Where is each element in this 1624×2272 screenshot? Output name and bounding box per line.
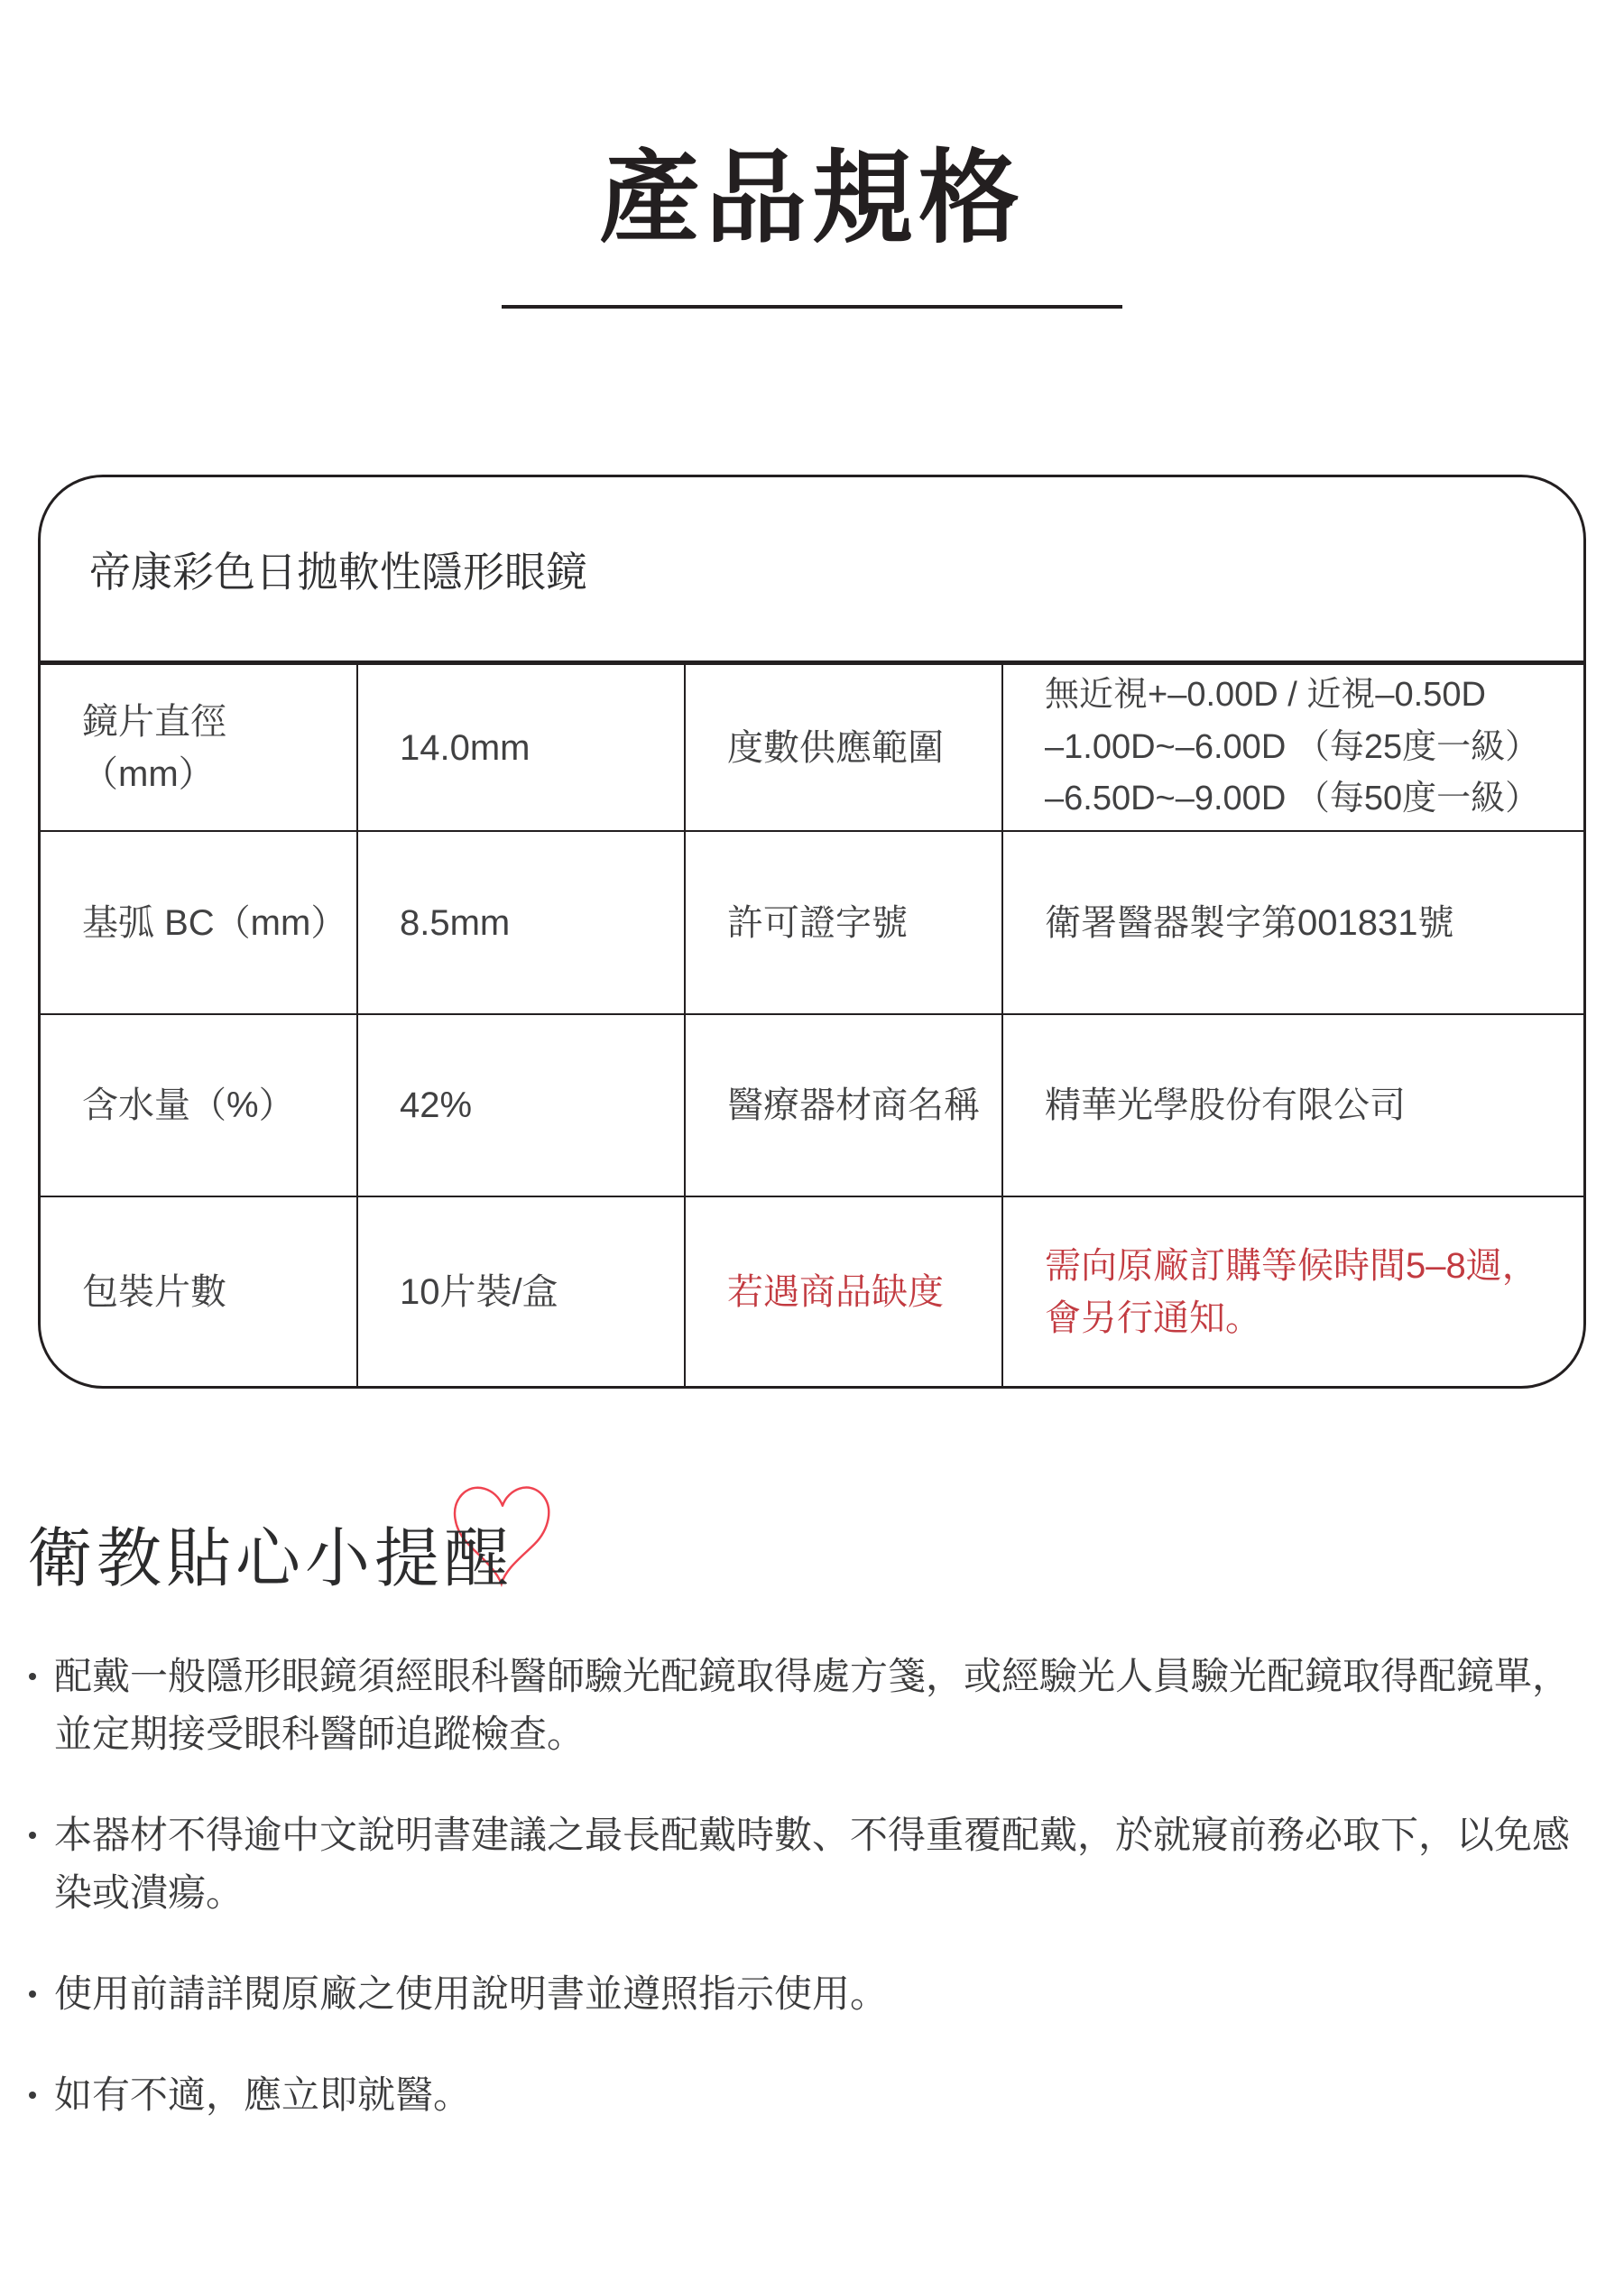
shortage-note-line: 需向原廠訂購等候時間5–8週，: [1045, 1245, 1538, 1286]
spec-value-power-range: [1001, 665, 1583, 830]
health-tips-section: [27, 1524, 1597, 2124]
vendor-name-text: 精華光學股份有限公司: [1045, 1085, 1406, 1125]
tips-heading: 衛教貼心小提醒: [27, 1523, 514, 1595]
shortage-note-line: 會另行通知。: [1045, 1298, 1261, 1338]
power-range-line: 無近視+–0.00D / 近視–0.50D: [1045, 675, 1486, 714]
title-underline: [502, 305, 1122, 309]
tip-item: 配戴一般隱形眼鏡須經眼科醫師驗光配鏡取得處方箋，或經驗光人員驗光配鏡取得配鏡單，並定期接受眼科醫師追蹤檢查。: [27, 1648, 1597, 1763]
tip-item: 使用前請詳閱原廠之使用說明書並遵照指示使用。: [27, 1965, 1597, 2023]
spec-value-water-content: 42%: [356, 1015, 684, 1196]
spec-label-power-range: 度數供應範圍: [684, 665, 1001, 830]
spec-value-license-number: [1001, 832, 1583, 1013]
spec-value-shortage-note: [1001, 1197, 1583, 1386]
power-range-line: –6.50D~–9.00D （每50度一級）: [1045, 780, 1540, 818]
spec-label-base-curve: 基弧 BC（mm）: [82, 902, 347, 943]
table-row: [41, 1013, 1583, 1196]
spec-value-lens-diameter: 14.0mm: [356, 665, 684, 830]
spec-value-package-count: 10片裝/盒: [356, 1197, 684, 1386]
tips-list: [27, 1648, 1597, 2124]
spec-label-water-content: 含水量（%）: [82, 1085, 295, 1125]
spec-label-vendor-name: 醫療器材商名稱: [684, 1015, 1001, 1196]
masthead: [0, 0, 1624, 309]
spec-table: [38, 475, 1586, 1389]
power-range-line: –1.00D~–6.00D （每25度一級）: [1045, 727, 1540, 766]
table-row: [41, 1196, 1583, 1386]
spec-value-base-curve: 8.5mm: [356, 832, 684, 1013]
table-row: [41, 665, 1583, 830]
tip-item: 如有不適，應立即就醫。: [27, 2066, 1597, 2124]
tip-item: 本器材不得逾中文說明書建議之最長配戴時數、不得重覆配戴，於就寢前務必取下，以免感染或潰瘍。: [27, 1806, 1597, 1922]
spec-label-license-number: 許可證字號: [684, 832, 1001, 1013]
spec-value-vendor-name: [1001, 1015, 1583, 1196]
spec-label-shortage: 若遇商品缺度: [684, 1197, 1001, 1386]
spec-label-package-count: 包裝片數: [82, 1271, 226, 1312]
table-row: [41, 830, 1583, 1013]
product-name: 帝康彩色日拋軟性隱形眼鏡: [41, 477, 1583, 665]
license-number-text: 衛署醫器製字第001831號: [1045, 902, 1454, 943]
spec-label-lens-diameter: 鏡片直徑（mm）: [82, 701, 226, 794]
page-title: 產品規格: [599, 142, 1025, 254]
